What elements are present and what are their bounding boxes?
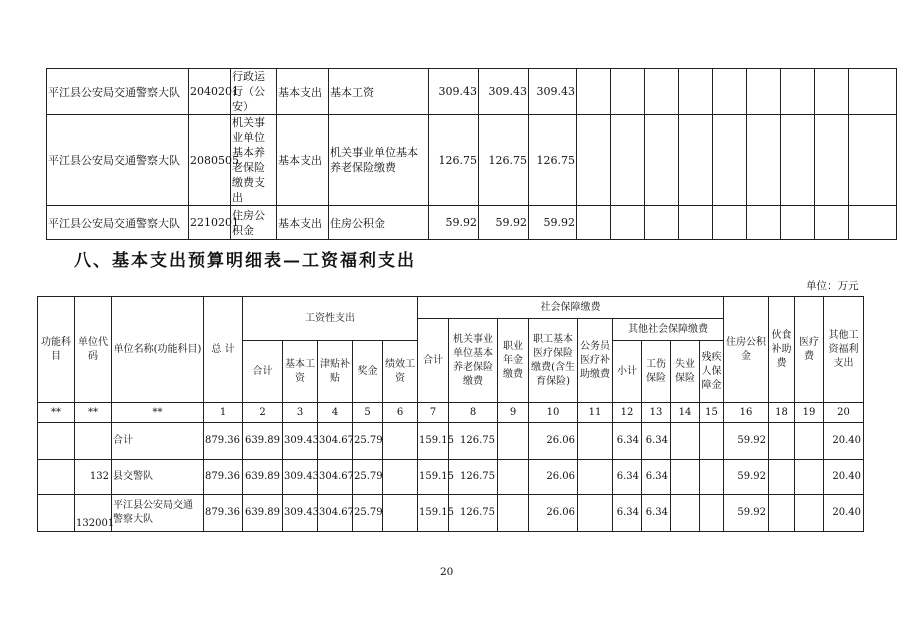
unit-cell: 平江县公安局交通警察大队 <box>47 69 189 115</box>
index-cell: 1 <box>204 403 243 423</box>
social-total-cell: 159.15 <box>418 495 449 532</box>
header-pension: 机关事业单位基本养老保险缴费 <box>449 319 498 403</box>
top-budget-table <box>46 68 897 240</box>
index-cell: 10 <box>529 403 578 423</box>
total-cell: 879.36 <box>204 495 243 532</box>
index-cell: 16 <box>724 403 769 423</box>
allowance-cell: 304.67 <box>318 423 353 460</box>
header-injury: 工伤保险 <box>642 341 671 403</box>
header-wage-group: 工资性支出 <box>243 297 418 341</box>
header-allowance: 津贴补贴 <box>318 341 353 403</box>
disability-cell <box>700 495 724 532</box>
index-cell: ** <box>38 403 75 423</box>
header-wage-subtotal: 合计 <box>243 341 283 403</box>
disability-cell <box>700 460 724 495</box>
amount-cell: 59.92 <box>529 206 577 240</box>
type-cell: 基本支出 <box>277 206 329 240</box>
medical-cell: 26.06 <box>529 460 578 495</box>
func-cell <box>38 495 75 532</box>
header-bonus: 奖金 <box>353 341 383 403</box>
header-other-welfare: 其他工资福利支出 <box>824 297 864 403</box>
table-row <box>47 206 897 240</box>
amount-cell: 126.75 <box>429 115 479 206</box>
meal-cell <box>769 460 795 495</box>
func-cell: 机关事业单位基本养老保险缴费支出 <box>231 115 277 206</box>
salary-welfare-table <box>37 296 864 532</box>
index-cell: 8 <box>449 403 498 423</box>
allowance-cell: 304.67 <box>318 460 353 495</box>
annuity-cell <box>498 460 529 495</box>
housing-cell: 59.92 <box>724 495 769 532</box>
section-title: 八、基本支出预算明细表—工资福利支出 <box>74 251 416 271</box>
other-subtotal-cell: 6.34 <box>613 423 642 460</box>
index-cell: 18 <box>769 403 795 423</box>
header-unit-code: 单位代码 <box>75 297 112 403</box>
index-cell: 9 <box>498 403 529 423</box>
basic-wage-cell: 309.43 <box>283 495 318 532</box>
index-cell: 12 <box>613 403 642 423</box>
injury-cell: 6.34 <box>642 460 671 495</box>
allowance-cell: 304.67 <box>318 495 353 532</box>
table-row <box>38 495 864 532</box>
annuity-cell <box>498 495 529 532</box>
header-unemployment: 失业保险 <box>671 341 700 403</box>
other-subtotal-cell: 6.34 <box>613 460 642 495</box>
econ-cell: 机关事业单位基本养老保险缴费 <box>329 115 429 206</box>
other-welfare-cell: 20.40 <box>824 460 864 495</box>
index-row <box>38 403 864 423</box>
amount-cell: 309.43 <box>529 69 577 115</box>
other-subtotal-cell: 6.34 <box>613 495 642 532</box>
table-row <box>47 115 897 206</box>
performance-cell <box>383 460 418 495</box>
header-housing: 住房公积金 <box>724 297 769 403</box>
other-welfare-cell: 20.40 <box>824 495 864 532</box>
medical-cell: 26.06 <box>529 495 578 532</box>
medical-fee-cell <box>795 460 824 495</box>
bonus-cell: 25.79 <box>353 460 383 495</box>
header-social-subtotal: 合计 <box>418 319 449 403</box>
amount-cell: 59.92 <box>429 206 479 240</box>
unit-cell: 平江县公安局交通警察大队 <box>47 115 189 206</box>
index-cell: 4 <box>318 403 353 423</box>
unemployment-cell <box>671 495 700 532</box>
header-performance: 绩效工资 <box>383 341 418 403</box>
header-row <box>38 297 864 319</box>
performance-cell <box>383 495 418 532</box>
basic-wage-cell: 309.43 <box>283 460 318 495</box>
index-cell: 14 <box>671 403 700 423</box>
amount-cell: 126.75 <box>529 115 577 206</box>
index-cell: 19 <box>795 403 824 423</box>
header-unit-name: 单位名称(功能科目) <box>112 297 204 403</box>
index-cell: 11 <box>578 403 613 423</box>
civil-medical-cell <box>578 423 613 460</box>
code-cell: 132001 <box>75 495 112 532</box>
medical-fee-cell <box>795 495 824 532</box>
index-cell: ** <box>75 403 112 423</box>
social-total-cell: 159.15 <box>418 423 449 460</box>
unemployment-cell <box>671 460 700 495</box>
code-cell: 2040201 <box>189 69 231 115</box>
name-cell: 合计 <box>112 423 204 460</box>
table-row <box>38 423 864 460</box>
index-cell: 15 <box>700 403 724 423</box>
other-welfare-cell: 20.40 <box>824 423 864 460</box>
header-disability: 残疾人保障金 <box>700 341 724 403</box>
bonus-cell: 25.79 <box>353 423 383 460</box>
housing-cell: 59.92 <box>724 423 769 460</box>
meal-cell <box>769 495 795 532</box>
amount-cell: 309.43 <box>429 69 479 115</box>
func-cell: 行政运行（公安） <box>231 69 277 115</box>
unemployment-cell <box>671 423 700 460</box>
index-cell: 5 <box>353 403 383 423</box>
amount-cell: 309.43 <box>479 69 529 115</box>
medical-cell: 26.06 <box>529 423 578 460</box>
index-cell: ** <box>112 403 204 423</box>
housing-cell: 59.92 <box>724 460 769 495</box>
pension-cell: 126.75 <box>449 423 498 460</box>
amount-cell: 126.75 <box>479 115 529 206</box>
name-cell: 平江县公安局交通警察大队 <box>112 495 204 532</box>
total-cell: 879.36 <box>204 423 243 460</box>
code-cell: 2210201 <box>189 206 231 240</box>
total-cell: 879.36 <box>204 460 243 495</box>
econ-cell: 基本工资 <box>329 69 429 115</box>
pension-cell: 126.75 <box>449 460 498 495</box>
disability-cell <box>700 423 724 460</box>
header-annuity: 职业年金缴费 <box>498 319 529 403</box>
civil-medical-cell <box>578 495 613 532</box>
index-cell: 3 <box>283 403 318 423</box>
table-row <box>38 460 864 495</box>
func-cell <box>38 423 75 460</box>
header-social-group: 社会保障缴费 <box>418 297 724 319</box>
amount-cell: 59.92 <box>479 206 529 240</box>
index-cell: 7 <box>418 403 449 423</box>
header-medical-fee: 医疗费 <box>795 297 824 403</box>
header-func-subject: 功能科目 <box>38 297 75 403</box>
header-civil-medical: 公务员医疗补助缴费 <box>578 319 613 403</box>
civil-medical-cell <box>578 460 613 495</box>
page-number: 20 <box>440 566 454 578</box>
header-medical: 职工基本医疗保险缴费(含生育保险) <box>529 319 578 403</box>
unit-label: 单位：万元 <box>806 280 859 292</box>
code-cell <box>75 423 112 460</box>
econ-cell: 住房公积金 <box>329 206 429 240</box>
name-cell: 县交警队 <box>112 460 204 495</box>
header-other-subtotal: 小计 <box>613 341 642 403</box>
type-cell: 基本支出 <box>277 115 329 206</box>
injury-cell: 6.34 <box>642 423 671 460</box>
header-other-social-group: 其他社会保障缴费 <box>613 319 724 341</box>
performance-cell <box>383 423 418 460</box>
header-meal: 伙食补助费 <box>769 297 795 403</box>
wage-total-cell: 639.89 <box>243 460 283 495</box>
header-total: 总 计 <box>204 297 243 403</box>
meal-cell <box>769 423 795 460</box>
medical-fee-cell <box>795 423 824 460</box>
code-cell: 2080505 <box>189 115 231 206</box>
code-cell: 132 <box>75 460 112 495</box>
unit-cell: 平江县公安局交通警察大队 <box>47 206 189 240</box>
wage-total-cell: 639.89 <box>243 495 283 532</box>
basic-wage-cell: 309.43 <box>283 423 318 460</box>
index-cell: 20 <box>824 403 864 423</box>
annuity-cell <box>498 423 529 460</box>
social-total-cell: 159.15 <box>418 460 449 495</box>
type-cell: 基本支出 <box>277 69 329 115</box>
wage-total-cell: 639.89 <box>243 423 283 460</box>
table-row <box>47 69 897 115</box>
func-cell <box>38 460 75 495</box>
index-cell: 2 <box>243 403 283 423</box>
injury-cell: 6.34 <box>642 495 671 532</box>
func-cell: 住房公积金 <box>231 206 277 240</box>
index-cell: 13 <box>642 403 671 423</box>
pension-cell: 126.75 <box>449 495 498 532</box>
bonus-cell: 25.79 <box>353 495 383 532</box>
header-basic-wage: 基本工资 <box>283 341 318 403</box>
index-cell: 6 <box>383 403 418 423</box>
